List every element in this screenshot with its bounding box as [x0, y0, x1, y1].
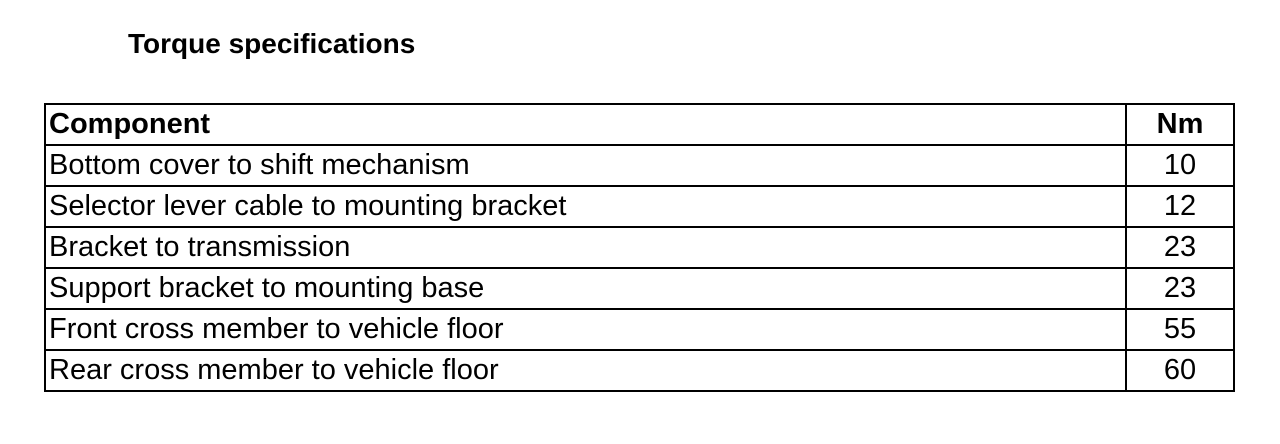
torque-value-cell: 23 [1126, 227, 1234, 268]
table-row [45, 268, 1234, 309]
table-row [45, 227, 1234, 268]
component-cell: Front cross member to vehicle floor [45, 309, 1126, 350]
torque-value-cell: 55 [1126, 309, 1234, 350]
component-cell: Support bracket to mounting base [45, 268, 1126, 309]
torque-value-cell: 23 [1126, 268, 1234, 309]
torque-value-cell: 12 [1126, 186, 1234, 227]
page-title: Torque specifications [128, 28, 416, 59]
table-header-row [45, 104, 1234, 145]
torque-table [44, 103, 1235, 392]
torque-value-cell: 60 [1126, 350, 1234, 391]
component-cell: Bottom cover to shift mechanism [45, 145, 1126, 186]
table-row [45, 186, 1234, 227]
header-component: Component [45, 104, 1126, 145]
header-nm: Nm [1126, 104, 1234, 145]
component-cell: Selector lever cable to mounting bracket [45, 186, 1126, 227]
component-cell: Rear cross member to vehicle floor [45, 350, 1126, 391]
table-row [45, 350, 1234, 391]
table-row [45, 145, 1234, 186]
torque-value-cell: 10 [1126, 145, 1234, 186]
table-row [45, 309, 1234, 350]
component-cell: Bracket to transmission [45, 227, 1126, 268]
